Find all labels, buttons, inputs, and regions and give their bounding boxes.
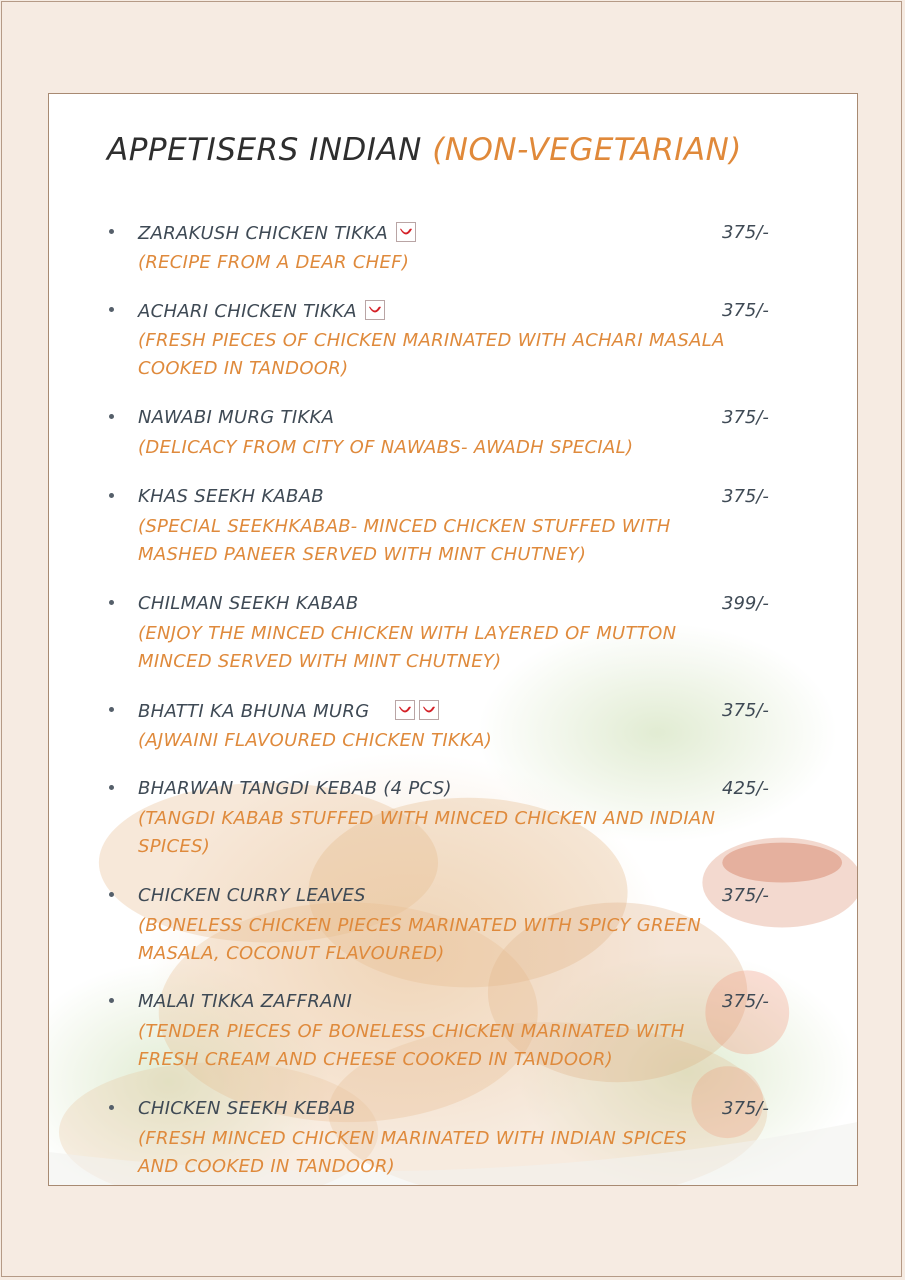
item-name: CHICKEN SEEKH KEBAB [138,1098,356,1119]
item-description: (TANGDI KABAB STUFFED WITH MINCED CHICKEN AND INDIAN SPICES) [138,808,716,857]
item-description: (FRESH MINCED CHICKEN MARINATED WITH INDIAN SPICES AND COOKED IN TANDOOR) [138,1128,687,1177]
item-price: 375/- [722,407,769,428]
item-price: 375/- [722,991,769,1012]
item-price: 375/- [722,885,769,906]
item-description: (DELICACY FROM CITY OF NAWABS- AWADH SPECIAL) [138,437,634,458]
bullet [109,707,114,712]
red-chili-icon [365,300,385,320]
bullet [109,493,114,498]
red-chili-icon [396,222,416,242]
item-name: ACHARI CHICKEN TIKKA [138,301,357,322]
item-price: 375/- [722,700,769,721]
item-name: BHATTI KA BHUNA MURG [138,701,370,722]
item-description: (BONELESS CHICKEN PIECES MARINATED WITH SPICY GREEN MASALA, COCONUT FLAVOURED) [138,915,701,964]
item-description: (TENDER PIECES OF BONELESS CHICKEN MARINATED WITH FRESH CREAM AND CHEESE COOKED IN TANDOOR) [138,1021,685,1070]
item-name: BHARWAN TANGDI KEBAB (4 PCS) [138,778,452,799]
item-name-row [138,700,439,723]
bullet [109,785,114,790]
item-name: MALAI TIKKA ZAFFRANI [138,991,353,1012]
item-price: 399/- [722,593,769,614]
item-description: (AJWAINI FLAVOURED CHICKEN TIKKA) [138,730,493,751]
item-price: 425/- [722,778,769,799]
menu-content [49,94,857,1185]
bullet [109,600,114,605]
title-main: APPETISERS INDIAN [107,132,422,168]
bullet [109,892,114,897]
bullet [109,1105,114,1110]
bullet [109,414,114,419]
item-price: 375/- [722,486,769,507]
title-accent: (NON-VEGETARIAN) [432,132,742,168]
red-chili-icon [419,700,439,720]
item-price: 375/- [722,300,769,321]
item-description: (FRESH PIECES OF CHICKEN MARINATED WITH ACHARI MASALA COOKED IN TANDOOR) [138,330,725,379]
item-name: NAWABI MURG TIKKA [138,407,335,428]
bullet [109,307,114,312]
item-description: (SPECIAL SEEKHKABAB- MINCED CHICKEN STUFFED WITH MASHED PANEER SERVED WITH MINT CHUTNEY) [138,516,671,565]
item-price: 375/- [722,1098,769,1119]
item-name-row [138,222,416,245]
item-description: (RECIPE FROM A DEAR CHEF) [138,252,410,273]
item-name-row [138,300,385,323]
bullet [109,229,114,234]
item-name: KHAS SEEKH KABAB [138,486,324,507]
page-title [107,132,742,168]
item-name: CHILMAN SEEKH KABAB [138,593,359,614]
red-chili-icon [395,700,415,720]
bullet [109,998,114,1003]
item-name: ZARAKUSH CHICKEN TIKKA [138,223,388,244]
menu-page [48,93,858,1186]
item-description: (ENJOY THE MINCED CHICKEN WITH LAYERED OF MUTTON MINCED SERVED WITH MINT CHUTNEY) [138,623,677,672]
item-price: 375/- [722,222,769,243]
item-name: CHICKEN CURRY LEAVES [138,885,366,906]
